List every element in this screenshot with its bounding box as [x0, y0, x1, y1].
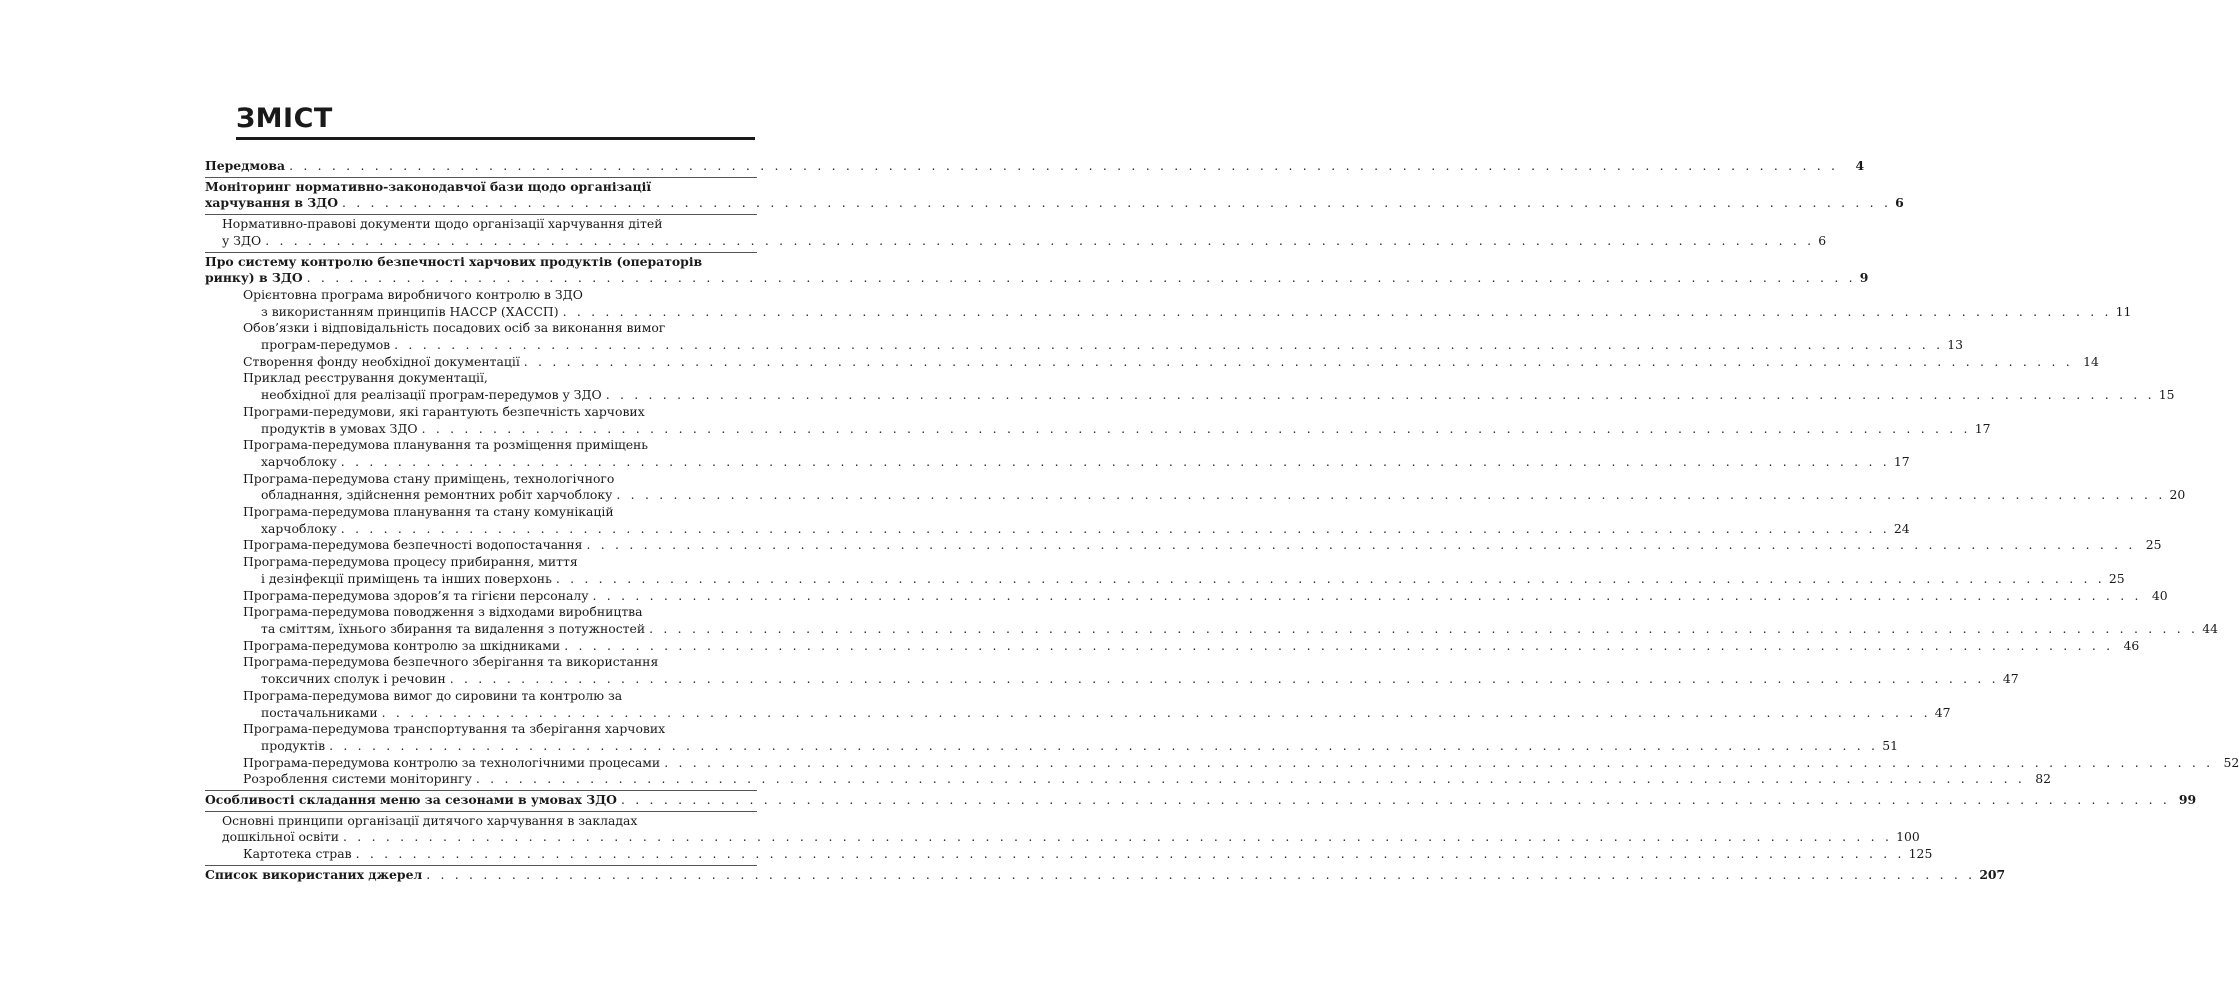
page-number: 25 [2108, 570, 2125, 586]
toc-entry[interactable] [205, 253, 1869, 287]
page-number: 14 [2083, 353, 2099, 369]
dot-leader [329, 738, 1878, 753]
toc-entry-lastline [243, 587, 2168, 605]
toc-entry-text: Особливості складання меню за сезонами в умовах ЗДО [205, 792, 617, 808]
toc-entry[interactable] [205, 604, 2218, 637]
toc-entry-text: продуктів в умовах ЗДО [261, 420, 418, 436]
page-number: 125 [1908, 846, 1933, 862]
page-number: 47 [1934, 704, 1951, 720]
toc-entry-lastline [243, 570, 2125, 588]
toc-entry-text: Програма-передумова здоров’я та гігієни персоналу [243, 587, 589, 603]
toc-entry-lastline [243, 771, 2051, 788]
toc-entry-text: програм-передумов [261, 337, 391, 353]
toc-entry-text: харчоблоку [261, 453, 337, 469]
toc-entry[interactable] [205, 370, 2175, 403]
toc-entry[interactable] [205, 537, 2162, 554]
dot-leader [564, 638, 2113, 655]
title-rule [236, 137, 755, 140]
toc-entry-line: Програми-передумови, які гарантують безпечність харчових [243, 403, 645, 419]
toc-entry-text: Створення фонду необхідної документації [243, 353, 520, 369]
toc-entry-line: Про систему контролю безпечності харчових продуктів (операторів [205, 253, 703, 269]
dot-leader [342, 195, 1891, 210]
toc-entry-lastline [243, 337, 1964, 354]
toc-group [205, 157, 1865, 177]
toc-entry-line: Програма-передумова поводження з відходами виробництва [243, 604, 643, 620]
dot-leader [343, 829, 1892, 844]
toc-group [205, 177, 1904, 214]
toc-entry-lastline [243, 671, 2019, 688]
toc-entry[interactable] [205, 687, 1951, 721]
toc-entry-line: Нормативно-правові документи щодо організації харчування дітей [222, 216, 663, 232]
toc-entry[interactable] [205, 403, 1991, 437]
page-number: 17 [1974, 420, 1991, 436]
toc-entry-lastline [205, 866, 2006, 884]
toc-group [205, 811, 1933, 865]
page-number: 4 [1855, 158, 1865, 173]
toc-entry-lastline [205, 270, 1869, 287]
toc-entry-text: Програма-передумова контролю за технологічними процесами [243, 754, 661, 770]
toc-entry[interactable] [205, 792, 2197, 809]
toc-entry-lastline [222, 232, 1827, 250]
dot-leader [476, 771, 2025, 788]
toc-entry-text: Картотека страв [243, 846, 352, 862]
page-number: 20 [2169, 487, 2186, 503]
dot-leader [664, 755, 2213, 772]
toc-group [205, 865, 2006, 886]
page-number: 11 [2115, 303, 2132, 319]
toc-entry-line: Обов’язки і відповідальність посадових осіб за виконання вимог [243, 320, 666, 336]
toc-entry-lastline [243, 420, 1991, 438]
dot-leader [450, 671, 1999, 686]
dot-leader [341, 521, 1890, 536]
page-number: 13 [1947, 337, 1964, 353]
toc-entry[interactable] [205, 504, 1910, 537]
dot-leader [265, 233, 1814, 248]
toc-entry-lastline [205, 792, 2197, 809]
toc-entry-line: Моніторинг нормативно-законодавчої бази щодо організації [205, 178, 652, 194]
dot-leader [649, 621, 2198, 636]
toc-entry-text: харчування в ЗДО [205, 195, 338, 211]
toc-entry-lastline [243, 453, 1910, 471]
toc-entry-line: Програма-передумова планування та розміщення приміщень [243, 437, 649, 453]
dot-leader [616, 487, 2165, 502]
toc-entry-text: з використанням принципів НАССР (ХАССП) [261, 303, 559, 319]
dot-leader [556, 571, 2105, 586]
toc-entry-lastline [243, 637, 2140, 655]
toc-entry-line: Програма-передумова процесу прибирання, миття [243, 554, 578, 570]
toc-entry-line: Основні принципи організації дитячого харчування в закладах [222, 812, 638, 828]
toc-entry-line: Орієнтовна програма виробничого контролю в ЗДО [243, 286, 583, 302]
toc-entry-lastline [243, 620, 2218, 638]
page-number: 9 [1859, 270, 1869, 286]
toc-entry-line: Програма-передумова планування та стану комунікацій [243, 504, 614, 520]
toc-entry-text: Передмова [205, 158, 286, 173]
toc-entry[interactable] [205, 754, 2239, 772]
toc-group [205, 252, 2239, 791]
toc-entry-lastline [243, 520, 1910, 538]
toc-entry-lastline [243, 704, 1951, 722]
toc-entry[interactable] [205, 353, 2099, 371]
toc-entry[interactable] [205, 721, 1898, 754]
toc-entry-text: Список використаних джерел [205, 866, 423, 882]
toc-entry[interactable] [205, 587, 2168, 605]
toc-entry-line: Програма-передумова транспортування та зберігання харчових [243, 721, 666, 737]
page-number: 100 [1896, 829, 1920, 845]
page-number: 52 [2223, 754, 2239, 770]
toc-entry-lastline [243, 303, 2132, 321]
toc-entry-text: та сміттям, їхнього збирання та видалення з потужностей [261, 620, 646, 636]
page-number: 44 [2202, 620, 2218, 636]
dot-leader [382, 705, 1931, 720]
toc-entry[interactable] [205, 216, 1827, 249]
page-number: 24 [1893, 520, 1910, 536]
toc-entry-lastline [243, 537, 2162, 554]
toc-entry-line: Програма-передумова стану приміщень, технологічного [243, 470, 615, 486]
toc-entry-lastline [205, 195, 1904, 212]
toc-entry[interactable] [205, 437, 1910, 470]
toc-entry-text: Розроблення системи моніторингу [243, 771, 472, 787]
dot-leader [621, 792, 2170, 809]
toc-entry-text: і дезінфекції приміщень та інших поверхонь [261, 570, 552, 586]
toc-group [205, 790, 2197, 811]
page-number: 207 [1979, 866, 2006, 882]
toc-entry-lastline [222, 829, 1920, 846]
dot-leader [307, 270, 1856, 285]
toc-entry-text: необхідної для реалізації програм-передумов у ЗДО [261, 387, 602, 403]
toc-group [205, 214, 1827, 251]
toc-entry-text: токсичних сполук і речовин [261, 671, 446, 687]
page-number: 40 [2151, 587, 2168, 603]
page-number: 46 [2123, 637, 2140, 653]
page-number: 51 [1882, 737, 1898, 753]
dot-leader [426, 867, 1975, 884]
page-number: 6 [1818, 232, 1827, 248]
dot-leader [524, 354, 2073, 371]
page-title: ЗМІСТ [236, 103, 333, 134]
toc-entry-lastline [205, 158, 1865, 175]
dot-leader [356, 846, 1905, 863]
page-number: 99 [2178, 792, 2197, 808]
dot-leader [289, 158, 1838, 175]
dot-leader [341, 454, 1890, 469]
toc-entry-lastline [243, 846, 1933, 863]
toc-entry-lastline [243, 353, 2099, 371]
page-number: 25 [2145, 537, 2162, 553]
dot-leader [563, 304, 2112, 319]
toc-entry[interactable] [205, 158, 1865, 175]
toc-entry[interactable] [205, 654, 2019, 687]
toc-entry[interactable] [205, 470, 2186, 504]
toc-entry-line: Приклад реєстрування документації, [243, 370, 488, 386]
toc-entry-text: у ЗДО [222, 232, 262, 248]
table-of-contents [205, 157, 2239, 886]
toc-entry[interactable] [205, 320, 1964, 353]
toc-entry-lastline [243, 737, 1898, 755]
toc-entry[interactable] [205, 286, 2132, 320]
toc-entry-lastline [243, 487, 2186, 504]
toc-entry-lastline [243, 754, 2239, 772]
toc-entry-line: Програма-передумова безпечного зберігання та використання [243, 654, 659, 670]
page-number: 17 [1893, 453, 1910, 469]
dot-leader [394, 337, 1943, 352]
toc-entry-text: дошкільної освіти [222, 829, 340, 845]
dot-leader [606, 387, 2155, 402]
toc-entry-text: постачальниками [261, 704, 378, 720]
toc-entry[interactable] [205, 812, 1920, 846]
toc-entry-text: Програма-передумова контролю за шкідниками [243, 637, 561, 653]
toc-entry[interactable] [205, 771, 2051, 788]
toc-entry-text: харчоблоку [261, 520, 337, 536]
toc-entry-text: обладнання, здійснення ремонтних робіт харчоблоку [261, 487, 613, 503]
dot-leader [422, 421, 1971, 436]
page-number: 6 [1895, 195, 1904, 211]
toc-entry[interactable] [205, 637, 2140, 655]
dot-leader [593, 588, 2142, 605]
toc-entry-text: ринку) в ЗДО [205, 270, 303, 286]
page-number: 15 [2158, 387, 2175, 403]
toc-entry[interactable] [205, 846, 1933, 863]
toc-entry[interactable] [205, 178, 1904, 212]
page-number: 82 [2035, 771, 2051, 787]
page-number: 47 [2002, 671, 2019, 687]
toc-entry-lastline [243, 387, 2175, 404]
toc-entry[interactable] [205, 866, 2006, 884]
toc-entry[interactable] [205, 554, 2125, 587]
toc-entry-text: продуктів [261, 737, 326, 753]
toc-entry-text: Програма-передумова безпечності водопостачання [243, 537, 583, 553]
toc-entry-line: Програма-передумова вимог до сировини та контролю за [243, 687, 623, 703]
dot-leader [586, 537, 2135, 554]
